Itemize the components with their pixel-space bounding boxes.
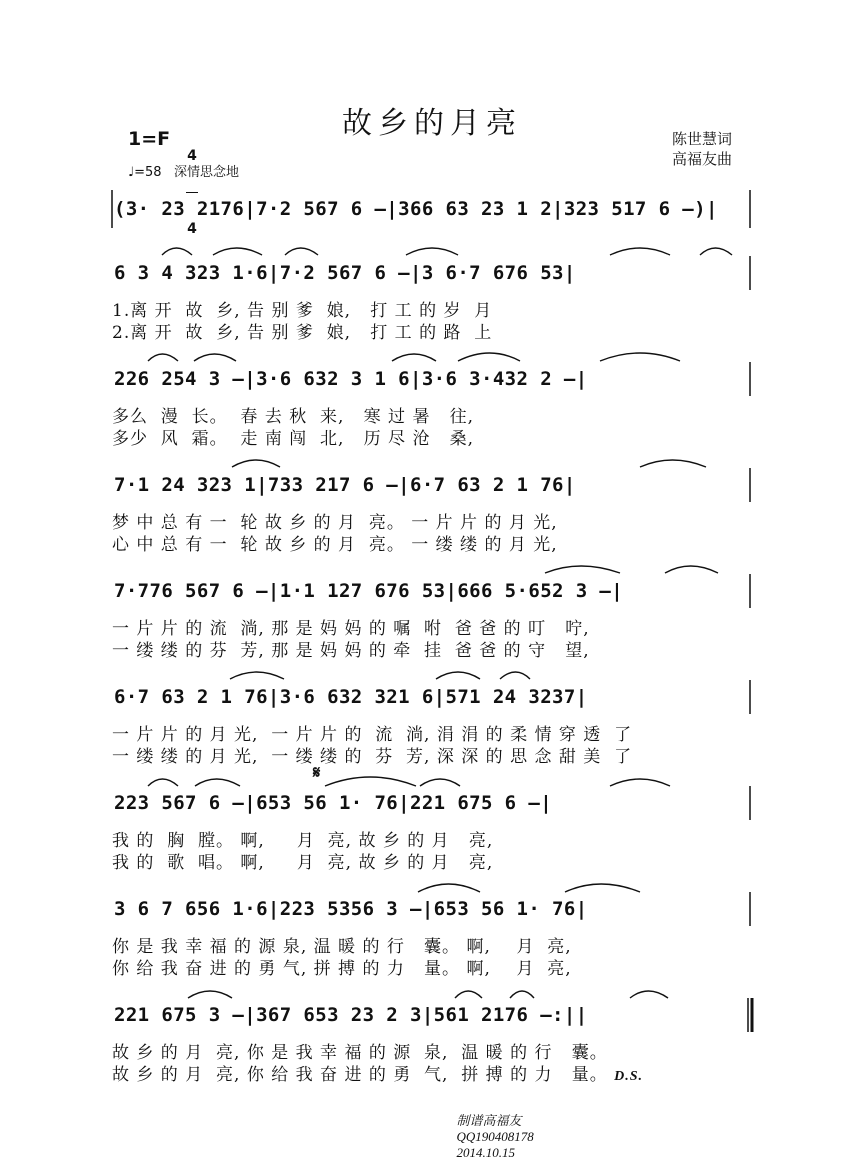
- lyric-verse2-line-2: 2.离 开 故 乡, 告 别 爹 娘, 打 工 的 路 上: [112, 323, 493, 343]
- notation-line-3: 226 254 3 –|3·6 632 3 1 6|3·6 3·432 2 –|: [114, 368, 588, 390]
- lyric-verse1-line-9: 故 乡 的 月 亮, 你 是 我 幸 福 的 源 泉, 温 暖 的 行 囊。: [112, 1043, 608, 1063]
- notation-line-6: 6·7 63 2 1 76|3·6 632 321 6|571 24 3237|: [114, 686, 588, 708]
- lyric-verse1-line-7: 我 的 胸 膛。 啊, 月 亮, 故 乡 的 月 亮,: [112, 831, 494, 851]
- lyric-verse2-line-3: 多少 风 霜。 走 南 闯 北, 历 尽 沧 桑,: [112, 429, 475, 449]
- key-signature: 1=F: [128, 128, 171, 150]
- time-signature: [186, 121, 198, 250]
- composer-credit: 高福友曲: [672, 150, 733, 168]
- date-stamp: 2014.10.15: [456, 1145, 515, 1160]
- lyric-verse2-line-9-text: 故 乡 的 月 亮, 你 给 我 奋 进 的 勇 气, 拼 搏 的 力 量。: [112, 1065, 608, 1085]
- time-signature-bottom: 4: [187, 221, 197, 237]
- segno-sign: 𝄋: [313, 763, 321, 783]
- lyric-verse1-line-6: 一 片 片 的 月 光, 一 片 片 的 流 淌, 涓 涓 的 柔 情 穿 透 了: [112, 725, 633, 745]
- notation-line-7: 223 567 6 –|653 56 1· 76|221 675 6 –|: [114, 792, 553, 814]
- notation-line-9: 221 675 3 –|367 653 23 2 3|561 2176 –:||: [114, 1004, 588, 1026]
- time-signature-divider: [186, 192, 198, 193]
- footer-credit: [450, 1094, 544, 1161]
- notation-line-5: 7·776 567 6 –|1·1 127 676 53|666 5·652 3 –|: [114, 580, 624, 602]
- lyric-verse1-line-3: 多么 漫 长。 春 去 秋 来, 寒 过 暑 往,: [112, 407, 475, 427]
- notation-line-2: 6 3 4 323 1·6|7·2 567 6 –|3 6·7 676 53|: [114, 262, 576, 284]
- time-signature-top: 4: [187, 148, 197, 164]
- dal-segno-mark: D.S.: [614, 1069, 644, 1084]
- transcriber-credit: 制谱高福友: [456, 1113, 522, 1128]
- lyric-verse2-line-7: 我 的 歌 唱。 啊, 月 亮, 故 乡 的 月 亮,: [112, 853, 494, 873]
- lyric-verse2-line-9: [112, 1060, 752, 1085]
- song-title: 故乡的月亮: [342, 106, 522, 141]
- tempo-marking: ♩=58 深情思念地: [128, 165, 239, 180]
- lyric-verse2-line-6: 一 缕 缕 的 月 光, 一 缕 缕 的 芬 芳, 深 深 的 思 念 甜 美 了: [112, 747, 633, 767]
- lyric-verse1-line-4: 梦 中 总 有 一 轮 故 乡 的 月 亮。 一 片 片 的 月 光,: [112, 513, 558, 533]
- notation-line-8: 3 6 7 656 1·6|223 5356 3 –|653 56 1· 76|: [114, 898, 588, 920]
- lyric-verse1-line-2: 1.离 开 故 乡, 告 别 爹 娘, 打 工 的 岁 月: [112, 301, 493, 321]
- lyric-verse1-line-8: 你 是 我 幸 福 的 源 泉, 温 暖 的 行 囊。 啊, 月 亮,: [112, 937, 572, 957]
- lyric-verse1-line-5: 一 片 片 的 流 淌, 那 是 妈 妈 的 嘱 咐 爸 爸 的 叮 咛,: [112, 619, 590, 639]
- notation-line-4: 7·1 24 323 1|733 217 6 –|6·7 63 2 1 76|: [114, 474, 576, 496]
- lyric-verse2-line-5: 一 缕 缕 的 芬 芳, 那 是 妈 妈 的 牵 挂 爸 爸 的 守 望,: [112, 641, 590, 661]
- lyricist-credit: 陈世慧词: [672, 130, 733, 148]
- contact-qq: QQ190408178: [456, 1129, 534, 1144]
- notation-line-1: (3· 23 2176|7·2 567 6 –|366 63 23 1 2|323 517 6 –)|: [114, 198, 718, 220]
- lyric-verse2-line-8: 你 给 我 奋 进 的 勇 气, 拼 搏 的 力 量。 啊, 月 亮,: [112, 959, 572, 979]
- lyric-verse2-line-4: 心 中 总 有 一 轮 故 乡 的 月 亮。 一 缕 缕 的 月 光,: [112, 535, 558, 555]
